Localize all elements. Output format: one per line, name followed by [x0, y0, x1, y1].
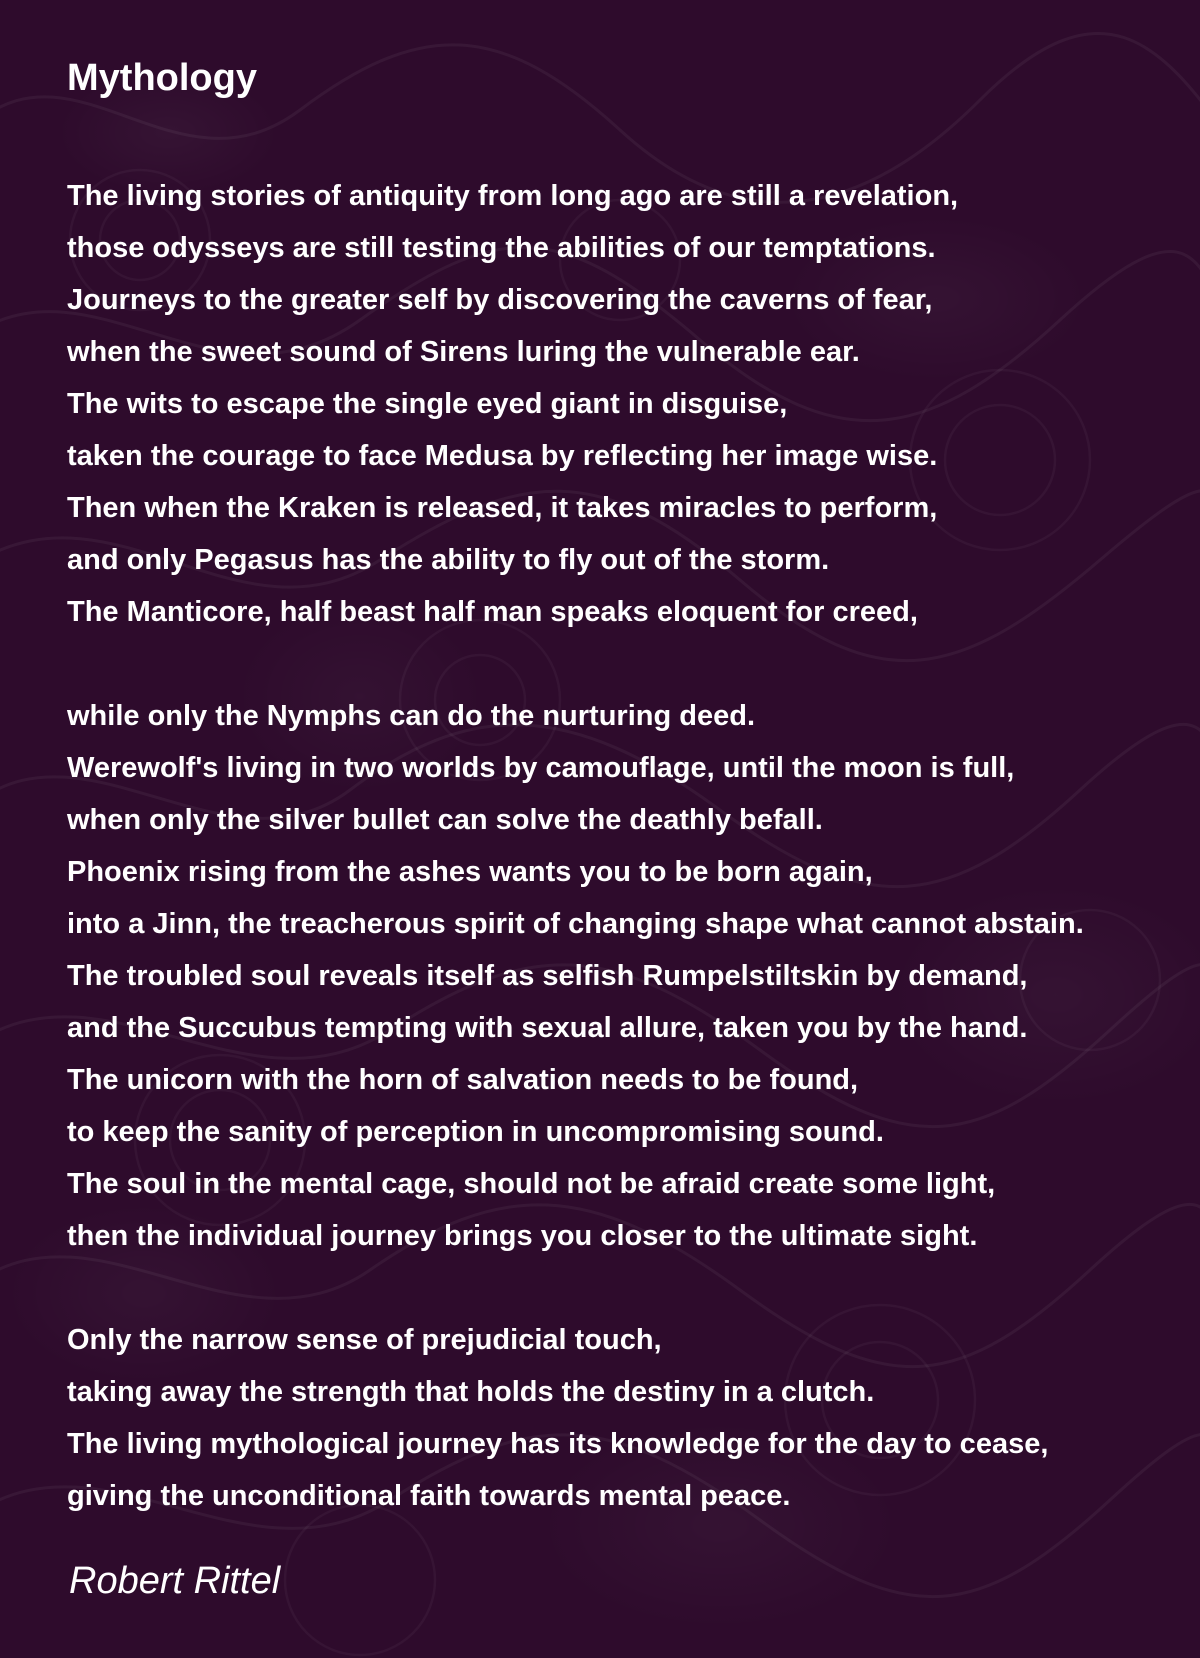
- poem-line: then the individual journey brings you closer to the ultimate sight.: [67, 1220, 978, 1252]
- poem-line: The troubled soul reveals itself as selfish Rumpelstiltskin by demand,: [67, 960, 1028, 992]
- stanza-break: [67, 1262, 1200, 1314]
- poem-line: The Manticore, half beast half man speaks eloquent for creed,: [67, 596, 918, 628]
- poem-line: when only the silver bullet can solve the deathly befall.: [67, 804, 823, 836]
- poem-line: into a Jinn, the treacherous spirit of changing shape what cannot abstain.: [67, 908, 1084, 940]
- poem-line: The living mythological journey has its knowledge for the day to cease,: [67, 1428, 1049, 1460]
- poem-card: [67, 48, 1200, 1522]
- poem-line: Then when the Kraken is released, it takes miracles to perform,: [67, 492, 938, 524]
- poem-line: The unicorn with the horn of salvation needs to be found,: [67, 1064, 859, 1096]
- poem-line: The wits to escape the single eyed giant in disguise,: [67, 388, 788, 420]
- poem-line: giving the unconditional faith towards mental peace.: [67, 1480, 791, 1512]
- poem-author: Robert Rittel: [69, 1560, 281, 1602]
- poem-line: Werewolf's living in two worlds by camouflage, until the moon is full,: [67, 752, 1015, 784]
- poem-line: Only the narrow sense of prejudicial touch,: [67, 1324, 662, 1356]
- poem-line: The living stories of antiquity from long ago are still a revelation,: [67, 180, 959, 212]
- poem-line: and only Pegasus has the ability to fly out of the storm.: [67, 544, 830, 576]
- poem-line: The soul in the mental cage, should not be afraid create some light,: [67, 1168, 996, 1200]
- poem-line: and the Succubus tempting with sexual allure, taken you by the hand.: [67, 1012, 1028, 1044]
- poem-line: to keep the sanity of perception in uncompromising sound.: [67, 1116, 884, 1148]
- stanza-break: [67, 638, 1200, 690]
- poem-line: taken the courage to face Medusa by reflecting her image wise.: [67, 440, 938, 472]
- poem-line: when the sweet sound of Sirens luring the vulnerable ear.: [67, 336, 860, 368]
- poem-line: taking away the strength that holds the destiny in a clutch.: [67, 1376, 875, 1408]
- poem-line: those odysseys are still testing the abilities of our temptations.: [67, 232, 936, 264]
- poem-line: Journeys to the greater self by discovering the caverns of fear,: [67, 284, 933, 316]
- poem-line: while only the Nymphs can do the nurturing deed.: [67, 700, 755, 732]
- poem-title: Mythology: [67, 57, 257, 99]
- poem-body: [67, 170, 1200, 1522]
- poem-line: Phoenix rising from the ashes wants you to be born again,: [67, 856, 873, 888]
